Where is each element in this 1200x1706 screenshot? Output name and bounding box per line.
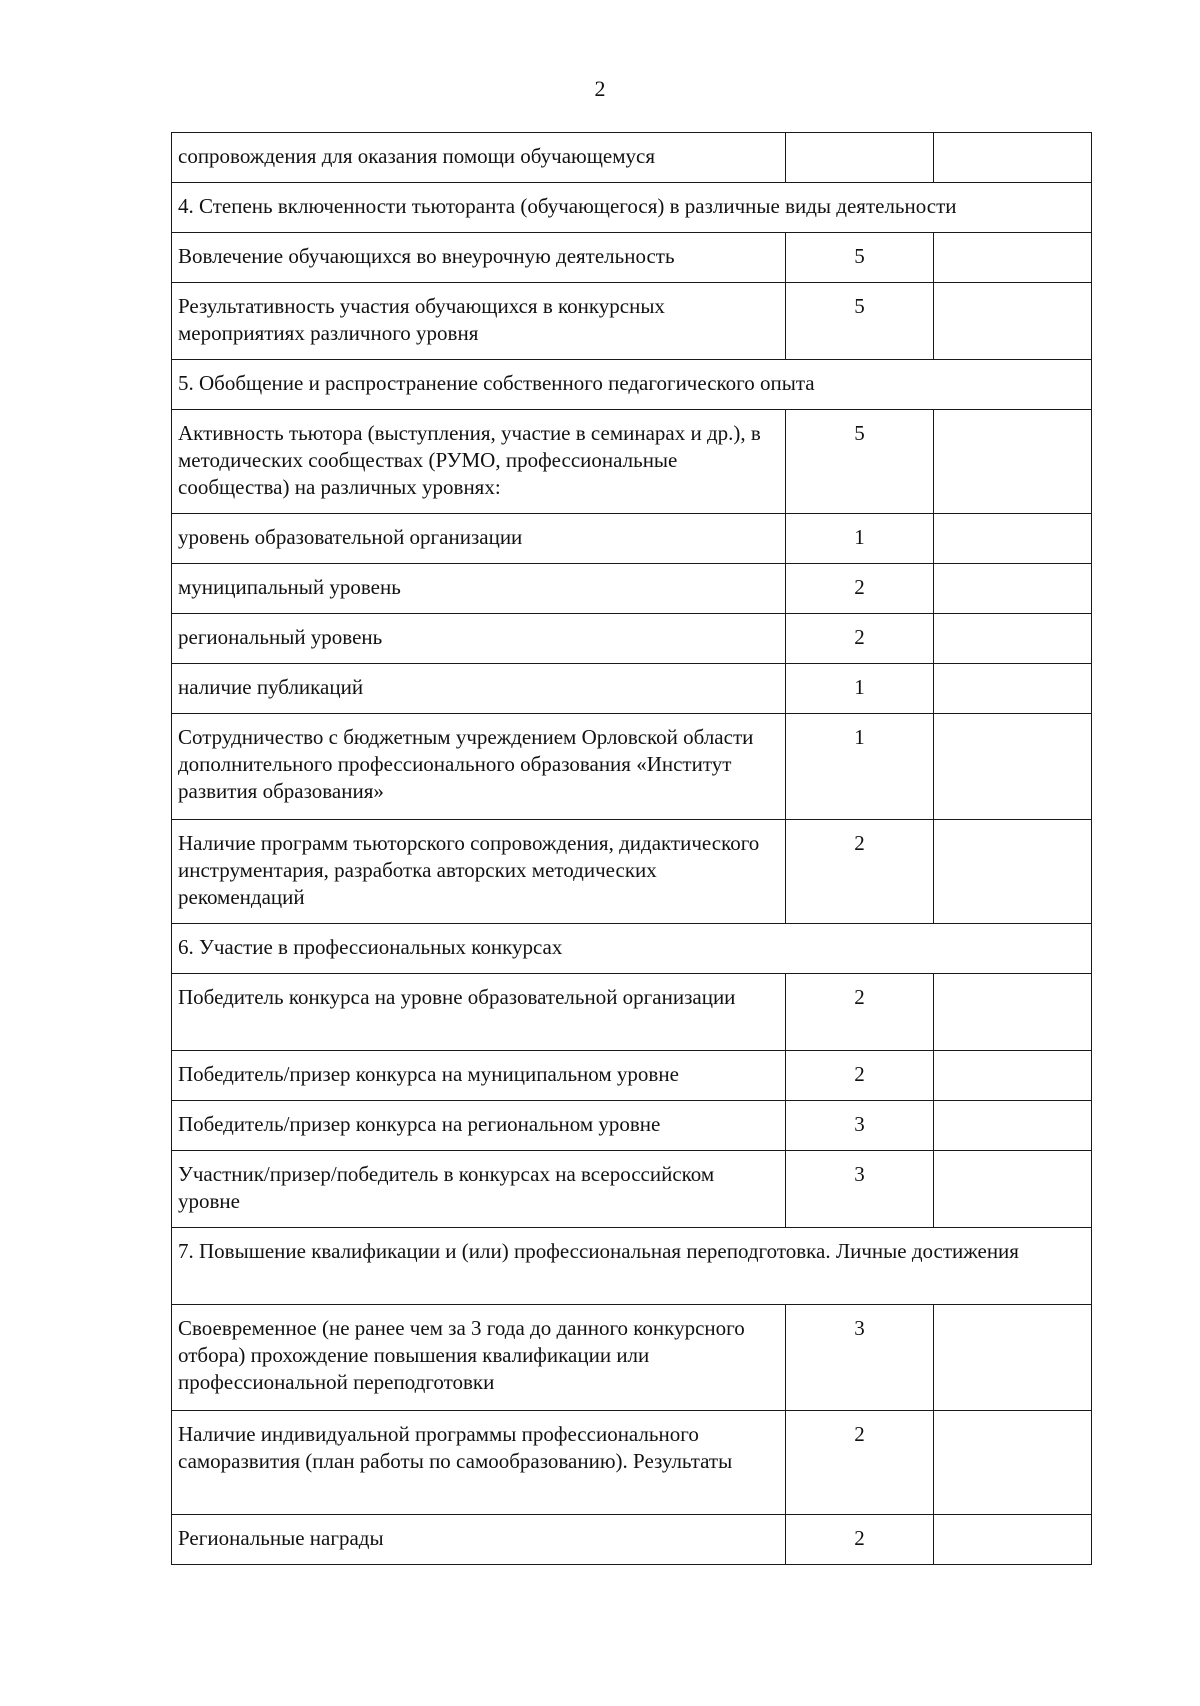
assessment-cell [934,514,1092,564]
criterion-row [172,1101,1092,1151]
criteria-table [171,132,1092,1565]
criterion-text: Своевременное (не ранее чем за 3 года до данного конкурсного отбора) прохождение повышения квалификации или профессиональной переподготовки [172,1305,786,1411]
criterion-text: региональный уровень [172,614,786,664]
assessment-cell [934,614,1092,664]
criterion-row [172,664,1092,714]
criterion-score: 2 [786,1515,934,1565]
assessment-cell [934,664,1092,714]
criterion-text: Результативность участия обучающихся в конкурсных мероприятиях различного уровня [172,283,786,360]
criterion-text: наличие публикаций [172,664,786,714]
criterion-text: Наличие индивидуальной программы профессионального саморазвития (план работы по самообразованию). Результаты [172,1411,786,1515]
criterion-score: 5 [786,410,934,514]
criterion-row [172,283,1092,360]
criterion-row [172,1305,1092,1411]
criteria-table-body [172,133,1092,1565]
section-heading: 5. Обобщение и распространение собственного педагогического опыта [172,360,1092,410]
criterion-row [172,410,1092,514]
criterion-score: 2 [786,820,934,924]
criterion-score: 2 [786,1051,934,1101]
criterion-row [172,714,1092,820]
criterion-row [172,1411,1092,1515]
section-heading: 7. Повышение квалификации и (или) профессиональная переподготовка. Личные достижения [172,1228,1092,1305]
criterion-row [172,564,1092,614]
section-row [172,1228,1092,1305]
criterion-row [172,614,1092,664]
section-heading: 4. Степень включенности тьюторанта (обучающегося) в различные виды деятельности [172,183,1092,233]
criterion-text: сопровождения для оказания помощи обучающемуся [172,133,786,183]
criterion-score: 2 [786,614,934,664]
assessment-cell [934,133,1092,183]
assessment-cell [934,1101,1092,1151]
criterion-text: Сотрудничество с бюджетным учреждением Орловской области дополнительного профессионального образования «Институт развития образования» [172,714,786,820]
criterion-text: Наличие программ тьюторского сопровождения, дидактического инструментария, разработка авторских методических рекомендаций [172,820,786,924]
criterion-score: 1 [786,664,934,714]
criterion-row [172,974,1092,1051]
assessment-cell [934,1411,1092,1515]
criterion-score: 2 [786,1411,934,1515]
criterion-score: 2 [786,564,934,614]
criterion-row [172,820,1092,924]
criterion-text: уровень образовательной организации [172,514,786,564]
criterion-row [172,233,1092,283]
criterion-text: Вовлечение обучающихся во внеурочную деятельность [172,233,786,283]
criterion-text: Победитель конкурса на уровне образовательной организации [172,974,786,1051]
criterion-score: 5 [786,233,934,283]
assessment-cell [934,714,1092,820]
criterion-text: муниципальный уровень [172,564,786,614]
criterion-row [172,1151,1092,1228]
assessment-cell [934,233,1092,283]
criterion-score: 1 [786,514,934,564]
criterion-row [172,1515,1092,1565]
criterion-row [172,514,1092,564]
assessment-cell [934,283,1092,360]
assessment-cell [934,1051,1092,1101]
assessment-cell [934,1151,1092,1228]
assessment-cell [934,820,1092,924]
section-row [172,924,1092,974]
criterion-row [172,1051,1092,1101]
criterion-score: 3 [786,1151,934,1228]
section-row [172,360,1092,410]
section-row [172,183,1092,233]
assessment-cell [934,1305,1092,1411]
criterion-text: Победитель/призер конкурса на муниципальном уровне [172,1051,786,1101]
assessment-cell [934,410,1092,514]
section-heading: 6. Участие в профессиональных конкурсах [172,924,1092,974]
criterion-text: Активность тьютора (выступления, участие в семинарах и др.), в методических сообществах (РУМО, профессиональные сообщества) на различных уровнях: [172,410,786,514]
criterion-text: Участник/призер/победитель в конкурсах на всероссийском уровне [172,1151,786,1228]
assessment-cell [934,974,1092,1051]
criterion-score: 3 [786,1101,934,1151]
criterion-text: Региональные награды [172,1515,786,1565]
criterion-score [786,133,934,183]
criterion-score: 3 [786,1305,934,1411]
criterion-score: 5 [786,283,934,360]
criterion-score: 1 [786,714,934,820]
criterion-text: Победитель/призер конкурса на региональном уровне [172,1101,786,1151]
assessment-cell [934,1515,1092,1565]
assessment-cell [934,564,1092,614]
criterion-row [172,133,1092,183]
page-number: 2 [594,76,606,101]
criterion-score: 2 [786,974,934,1051]
